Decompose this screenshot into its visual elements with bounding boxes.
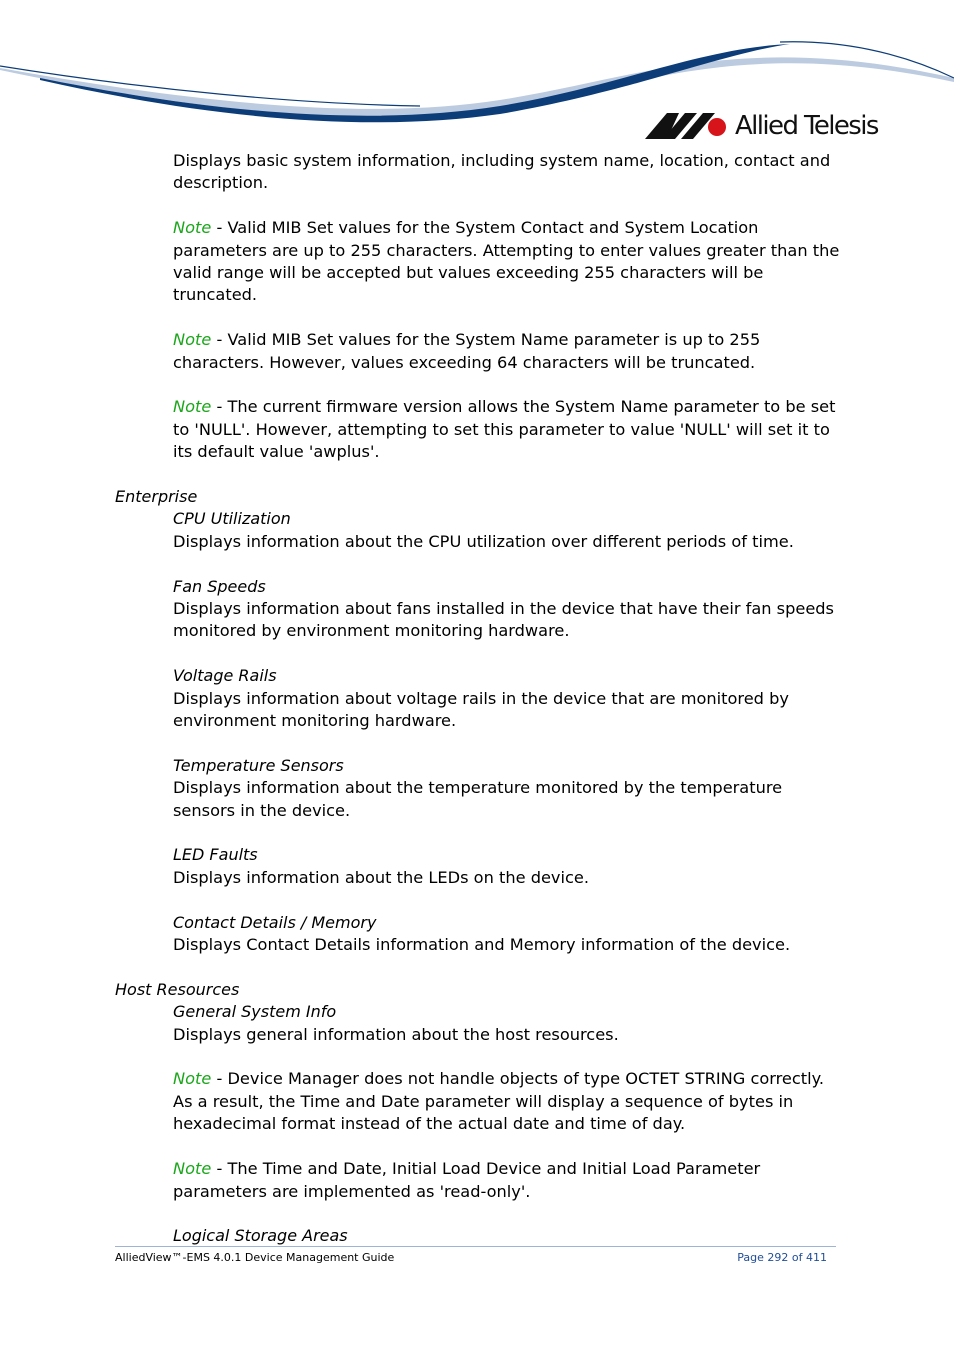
subsection-description: Displays information about fans installed in the device that have their fan speeds monitored by environment monitoring hardware. [173,599,834,641]
logo-text: Allied Telesis [735,111,878,141]
logo-mark-icon [645,113,727,139]
note-label: Note [173,397,212,417]
note-paragraph-2 [0,329,843,374]
subsection-description: Displays information about the CPU utilization over different periods of time. [173,531,794,551]
subsection-title: Contact Details / Memory [173,912,377,932]
note-text: - Valid MIB Set values for the System Contact and System Location parameters are up to 255 characters. Attempting to enter values greater than the valid range will be accepted but values exceeding 255 characters will be truncated. [173,218,840,305]
note-text: - The current firmware version allows the System Name parameter to be set to 'NULL'. However, attempting to set this parameter to value 'NULL' will set it to its default value 'awplus'. [173,397,836,462]
note-paragraph-5 [0,1158,843,1203]
note-label: Note [173,1069,212,1089]
system-description: Displays basic system information, including system name, location, contact and description. [173,151,831,193]
section-title-enterprise: Enterprise [115,487,198,507]
subsection-title: Voltage Rails [173,666,277,686]
page-content [0,150,954,1248]
footer-divider [115,1246,836,1247]
note-text: - The Time and Date, Initial Load Device and Initial Load Parameter parameters are implemented as 'read-only'. [173,1159,761,1201]
note-paragraph-4 [0,1068,843,1135]
note-label: Note [173,1159,212,1179]
note-paragraph-3 [0,396,843,463]
subsection-description: Displays general information about the host resources. [173,1024,619,1044]
note-paragraph-1 [0,217,843,307]
subsection-description: Displays information about the LEDs on the device. [173,867,590,887]
subsection-title: General System Info [173,1002,337,1022]
subsection-description: Displays Contact Details information and Memory information of the device. [173,935,791,955]
subsection-title: Logical Storage Areas [173,1226,348,1246]
note-label: Note [173,330,212,350]
allied-telesis-logo [645,110,878,142]
footer-document-title: AlliedView™-EMS 4.0.1 Device Management Guide [115,1251,395,1264]
note-text: - Valid MIB Set values for the System Name parameter is up to 255 characters. However, values exceeding 64 characters will be truncated. [173,330,761,372]
note-label: Note [173,218,212,238]
subsection-title: Temperature Sensors [173,755,344,775]
subsection-description: Displays information about voltage rails in the device that are monitored by environment monitoring hardware. [173,688,789,731]
section-title-host-resources: Host Resources [115,979,240,999]
subsection-description: Displays information about the temperature monitored by the temperature sensors in the device. [173,778,783,820]
note-text: - Device Manager does not handle objects of type OCTET STRING correctly. As a result, the Time and Date parameter will display a sequence of bytes in hexadecimal format instead of the actual date and time of day. [173,1069,825,1134]
subsection-title: CPU Utilization [173,509,291,529]
footer-page-number: Page 292 of 411 [737,1251,827,1264]
subsection-title: Fan Speeds [173,576,266,596]
subsection-title: LED Faults [173,845,258,865]
